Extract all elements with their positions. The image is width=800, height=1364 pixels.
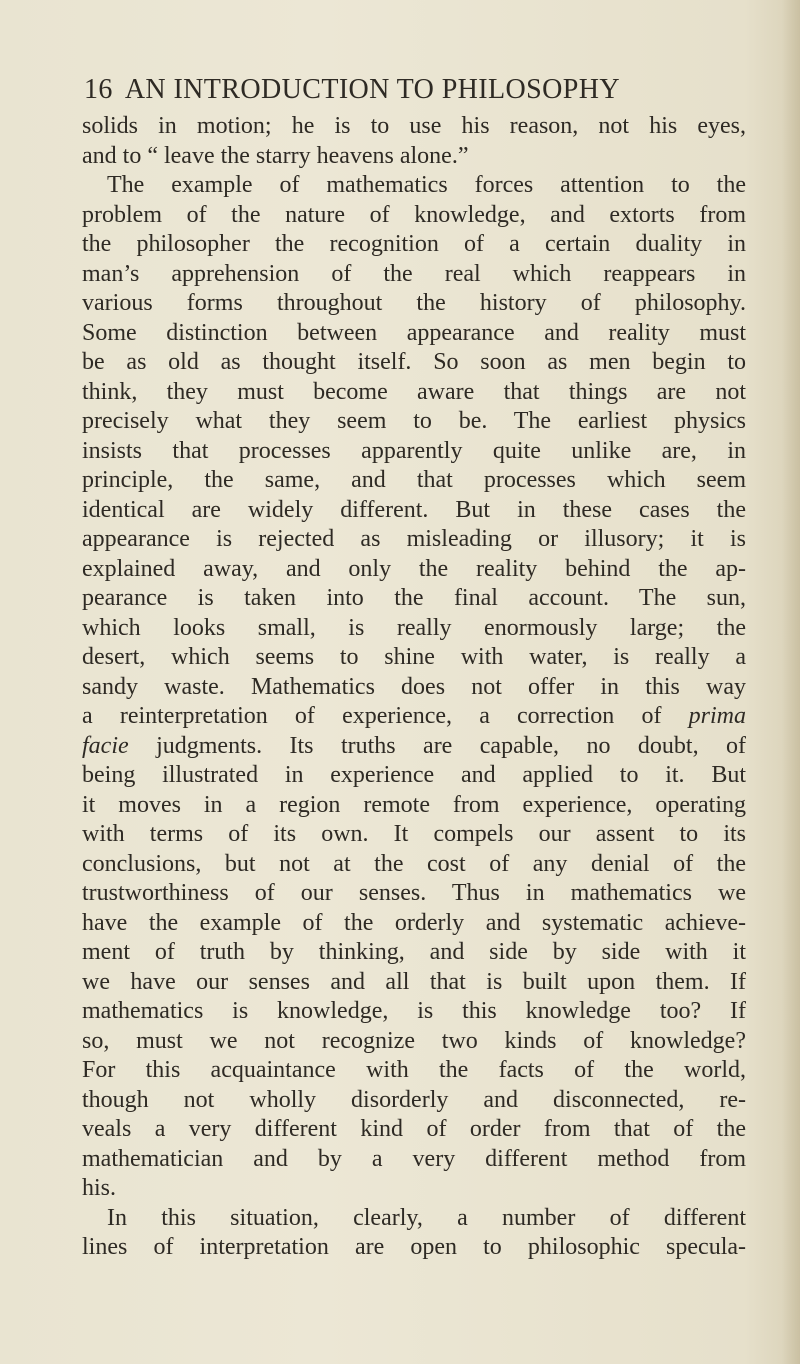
- text-line: lines of interpretation are open to philosophic specula-: [82, 1234, 746, 1260]
- text-line: mathematics is knowledge, is this knowledge too? If: [82, 998, 746, 1024]
- text-line: be as old as thought itself. So soon as men begin to: [82, 349, 746, 375]
- text-line-with-italic: [82, 702, 746, 732]
- body-text: [82, 112, 746, 1263]
- text-line: trustworthiness of our senses. Thus in mathematics we: [82, 880, 746, 906]
- running-head: [84, 74, 744, 114]
- text-line: though not wholly disorderly and disconnected, re-: [82, 1086, 746, 1113]
- text-line: problem of the nature of knowledge, and extorts from: [82, 201, 746, 228]
- text-line: sandy waste. Mathematics does not offer in this way: [82, 673, 746, 700]
- text-line: and to “ leave the starry heavens alone.”: [82, 142, 469, 169]
- text-line: which looks small, is really enormously large; the: [82, 614, 746, 641]
- text-line: with terms of its own. It compels our assent to its: [82, 821, 746, 847]
- text-line: desert, which seems to shine with water, is really a: [82, 644, 746, 670]
- text-line: Some distinction between appearance and reality must: [82, 319, 746, 346]
- text-line: so, must we not recognize two kinds of knowledge?: [82, 1027, 746, 1054]
- text-line: pearance is taken into the final account. The sun,: [82, 585, 746, 611]
- page-number: 16: [84, 74, 113, 105]
- text-line: ment of truth by thinking, and side by side with it: [82, 939, 746, 965]
- text-segment: judgments. Its truths are capable, no doubt, of: [156, 732, 746, 759]
- running-title: AN INTRODUCTION TO PHILOSOPHY: [124, 74, 620, 105]
- text-line: explained away, and only the reality behind the ap-: [82, 555, 746, 582]
- text-line: we have our senses and all that is built upon them. If: [82, 968, 746, 995]
- text-line: it moves in a region remote from experience, operating: [82, 791, 746, 818]
- text-line: have the example of the orderly and systematic achieve-: [82, 909, 746, 936]
- paragraph-first-line: The example of mathematics forces attention to the: [107, 172, 746, 198]
- italic-term: prima: [688, 703, 747, 729]
- text-line: veals a very different kind of order from that of the: [82, 1116, 746, 1142]
- text-segment: a reinterpretation of experience, a correction of: [82, 703, 662, 729]
- text-line: think, they must become aware that things are not: [82, 378, 746, 405]
- page-edge-shadow: [782, 0, 800, 1364]
- text-line: his.: [82, 1175, 117, 1201]
- text-line: identical are widely different. But in these cases the: [82, 496, 746, 523]
- text-line: mathematician and by a very different method from: [82, 1145, 746, 1172]
- text-line: For this acquaintance with the facts of the world,: [82, 1057, 746, 1083]
- text-line: appearance is rejected as misleading or illusory; it is: [82, 526, 746, 552]
- text-line: principle, the same, and that processes which seem: [82, 467, 746, 493]
- text-line: being illustrated in experience and applied to it. But: [82, 762, 746, 788]
- text-line: solids in motion; he is to use his reason, not his eyes,: [82, 113, 746, 139]
- text-line-with-italic: [82, 732, 746, 762]
- text-line: precisely what they seem to be. The earliest physics: [82, 408, 746, 434]
- paragraph-first-line: In this situation, clearly, a number of different: [107, 1204, 746, 1231]
- text-line: man’s apprehension of the real which reappears in: [82, 260, 746, 287]
- italic-term: facie: [82, 732, 129, 759]
- text-line: the philosopher the recognition of a certain duality in: [82, 231, 746, 257]
- text-line: various forms throughout the history of philosophy.: [82, 290, 746, 316]
- text-line: insists that processes apparently quite unlike are, in: [82, 437, 746, 464]
- text-line: conclusions, but not at the cost of any denial of the: [82, 850, 746, 877]
